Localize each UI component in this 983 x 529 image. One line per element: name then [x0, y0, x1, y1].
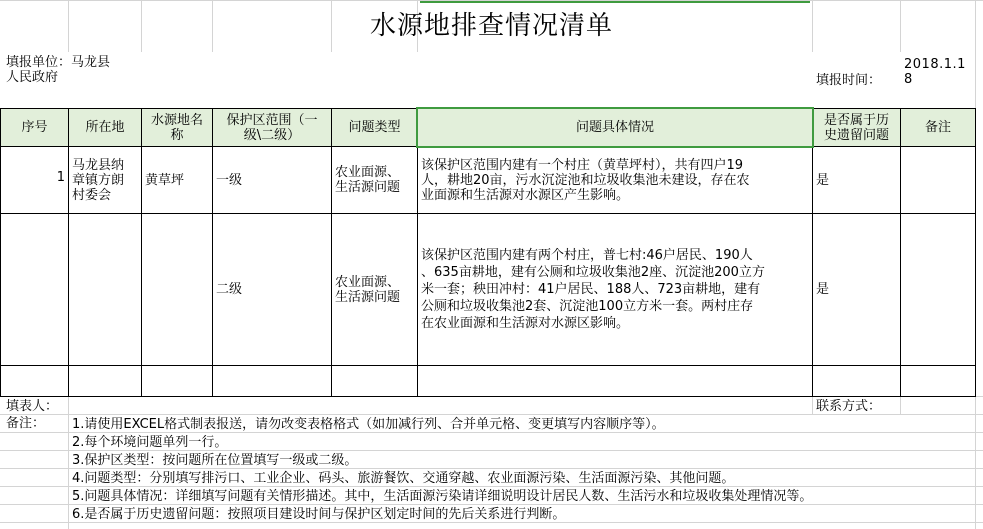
- report-time-value: 2018.1.1 8: [904, 57, 966, 87]
- row1-issue-detail[interactable]: 该保护区范围内建有一个村庄（黄草坪村），共有四户19 人，耕地20亩，污水沉淀池和垃圾收集池未建设，存在农 业面源和生活源对水源区产生影响。: [421, 157, 750, 203]
- selected-cell-outline: [416, 107, 814, 148]
- row1-location[interactable]: 马龙县纳 章镇方朗 村委会: [72, 157, 125, 203]
- row1-issue-type[interactable]: 农业面源、 生活源问题: [335, 165, 401, 195]
- filler-label: 填表人：: [6, 399, 59, 414]
- note-1: 1.请使用EXCEL格式制表报送，请勿改变表格格式（如加减行列、合并单元格、变更填写内容顺序等）。: [72, 417, 665, 432]
- row1-source-name[interactable]: 黄草坪: [145, 172, 185, 188]
- header-issue-type: 问题类型: [332, 109, 417, 146]
- note-5: 5.问题具体情况：详细填写问题有关情形描述。其中，生活面源污染请详细说明设计居民人数、生活污水和垃圾收集处理情况等。: [72, 489, 813, 504]
- note-4: 4.问题类型：分别填写排污口、工业企业、码头、旅游餐饮、交通穿越、农业面源污染、生活面源污染、其他问题。: [72, 471, 735, 486]
- row2-issue-type[interactable]: 农业面源、 生活源问题: [335, 274, 401, 305]
- notes-label: 备注：: [6, 416, 46, 431]
- header-location: 所在地: [69, 109, 141, 146]
- row1-zone[interactable]: 一级: [216, 172, 243, 188]
- header-protection-zone: 保护区范围（一 级\二级）: [213, 109, 331, 146]
- row2-zone[interactable]: 二级: [216, 282, 243, 297]
- header-issue-detail[interactable]: 问题具体情况: [418, 109, 812, 146]
- header-seq: 序号: [1, 109, 68, 146]
- note-2: 2.每个环境问题单列一行。: [72, 435, 228, 450]
- header-source-name: 水源地名 称: [142, 109, 212, 146]
- note-3: 3.保护区类型：按问题所在位置填写一级或二级。: [72, 453, 358, 468]
- row2-historical-issue[interactable]: 是: [816, 282, 830, 297]
- row2-issue-detail[interactable]: 该保护区范围内建有两个村庄，普七村:46户居民、190人 、635亩耕地，建有公厕和垃圾收集池2座、沉淀池200立方 米一套；秧田冲村：41户居民、188人、723亩耕地，建有 公厕和垃圾收集池2套、沉淀池100立方米一套。两村庄存 在农业面源和生活源对水源区影响。: [421, 248, 765, 331]
- contact-label: 联系方式：: [816, 399, 882, 414]
- row1-seq[interactable]: 1: [56, 170, 65, 185]
- header-historical-issue: 是否属于历 史遗留问题: [813, 109, 900, 146]
- sheet-title: 水源地排查情况清单: [369, 11, 613, 41]
- reporting-unit: 填报单位：马龙县 人民政府: [6, 55, 111, 85]
- row1-historical-issue[interactable]: 是: [816, 172, 830, 188]
- header-remark: 备注: [901, 109, 975, 146]
- report-time-label: 填报时间：: [816, 73, 882, 88]
- note-6: 6.是否属于历史遗留问题：按照项目建设时间与保护区划定时间的先后关系进行判断。: [72, 507, 566, 522]
